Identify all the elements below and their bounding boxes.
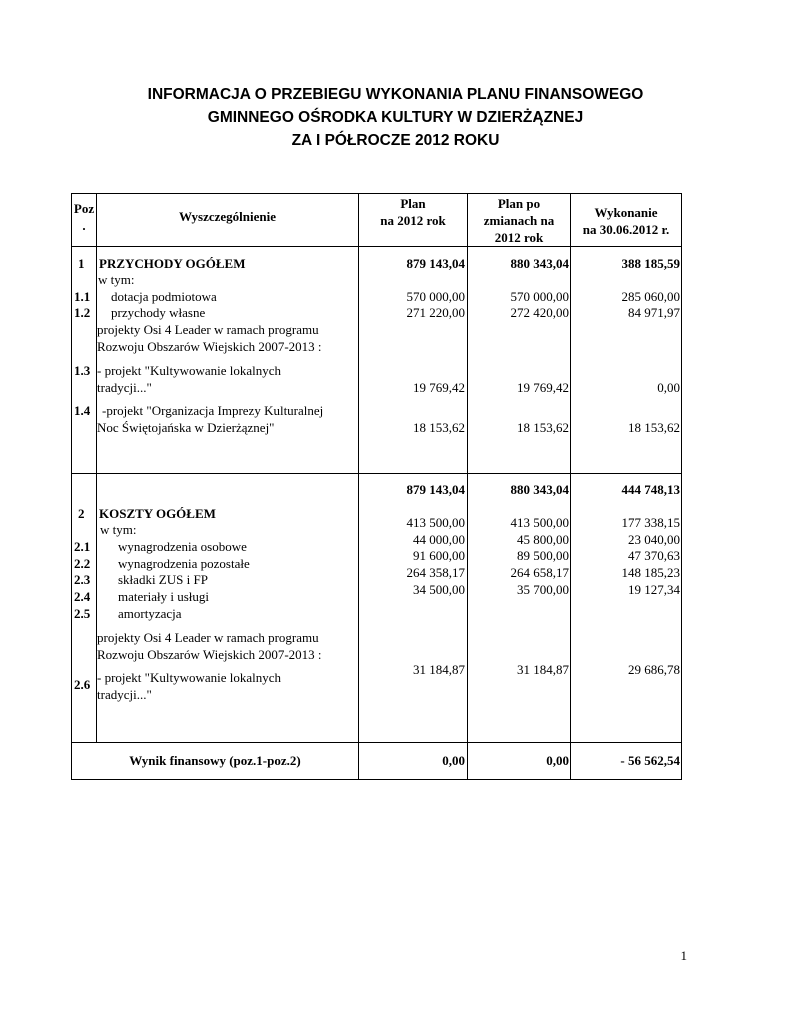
row-wyk: 177 338,15 <box>621 515 680 530</box>
row-wyk: 29 686,78 <box>628 662 680 677</box>
row-num: 2.6 <box>74 677 91 692</box>
row-planpo: 19 769,42 <box>517 380 569 395</box>
table-section-divider <box>71 473 682 474</box>
row-label-line1: - projekt "Kultywowanie lokalnych <box>97 670 282 685</box>
income-projects-line1: projekty Osi 4 Leader w ramach programu <box>97 322 319 337</box>
row-wyk: 23 040,00 <box>628 532 680 547</box>
row-wyk: 84 971,97 <box>628 305 680 320</box>
row-plan: 34 500,00 <box>413 582 465 597</box>
row-label: przychody własne <box>111 305 206 320</box>
row-planpo: 272 420,00 <box>510 305 569 320</box>
row-num: 1.3 <box>74 363 91 378</box>
row-label: materiały i usługi <box>118 589 209 604</box>
row-num: 2.4 <box>74 589 91 604</box>
row-label-line1: - projekt "Kultywowanie lokalnych <box>97 363 282 378</box>
row-planpo: 264 658,17 <box>510 565 569 580</box>
header-planpo-line3: 2012 rok <box>494 230 544 245</box>
row-num: 1.1 <box>74 289 91 304</box>
page-number: 1 <box>680 948 687 963</box>
row-wyk: 18 153,62 <box>628 420 680 435</box>
row-planpo: 89 500,00 <box>517 548 569 563</box>
header-plan-line1: Plan <box>400 196 426 211</box>
costs-planpo: 880 343,04 <box>510 482 569 497</box>
row-label: składki ZUS i FP <box>118 572 208 587</box>
table-border-right <box>681 193 682 780</box>
result-planpo: 0,00 <box>546 753 569 768</box>
header-planpo-line2: zmianach na <box>483 213 555 228</box>
row-plan: 570 000,00 <box>406 289 465 304</box>
row-num: 2.3 <box>74 572 91 587</box>
income-wyk: 388 185,59 <box>621 256 680 271</box>
row-wyk: 47 370,63 <box>628 548 680 563</box>
header-planpo-line1: Plan po <box>497 196 541 211</box>
income-num: 1 <box>78 256 85 271</box>
income-planpo: 880 343,04 <box>510 256 569 271</box>
row-label: amortyzacja <box>118 606 182 621</box>
row-planpo: 570 000,00 <box>510 289 569 304</box>
costs-projects-line1: projekty Osi 4 Leader w ramach programu <box>97 630 319 645</box>
header-plan-line2: na 2012 rok <box>380 213 446 228</box>
row-label-line2: tradycji..." <box>97 687 152 702</box>
row-plan: 413 500,00 <box>406 515 465 530</box>
income-plan: 879 143,04 <box>406 256 465 271</box>
costs-wyk: 444 748,13 <box>621 482 680 497</box>
table-border-left <box>71 193 72 780</box>
row-num: 1.2 <box>74 305 91 320</box>
row-num: 2.5 <box>74 606 91 621</box>
costs-projects-line2: Rozwoju Obszarów Wiejskich 2007-2013 : <box>97 647 322 662</box>
row-wyk: 285 060,00 <box>621 289 680 304</box>
row-plan: 91 600,00 <box>413 548 465 563</box>
table-border-top <box>71 193 682 194</box>
row-num: 2.2 <box>74 556 91 571</box>
row-label-line2: Noc Świętojańska w Dzierżąznej" <box>97 420 275 435</box>
row-num: 1.4 <box>74 403 91 418</box>
row-planpo: 413 500,00 <box>510 515 569 530</box>
row-label: wynagrodzenia osobowe <box>118 539 247 554</box>
costs-plan: 879 143,04 <box>406 482 465 497</box>
row-plan: 264 358,17 <box>406 565 465 580</box>
header-poz-line2: . <box>82 218 86 233</box>
row-plan: 19 769,42 <box>413 380 465 395</box>
table-border-bottom <box>71 779 682 780</box>
row-wyk: 148 185,23 <box>621 565 680 580</box>
document-title-line2: GMINNEGO OŚRODKA KULTURY W DZIERŻĄZNEJ <box>207 109 584 126</box>
row-planpo: 18 153,62 <box>517 420 569 435</box>
row-label: wynagrodzenia pozostałe <box>118 556 250 571</box>
row-wyk: 19 127,34 <box>628 582 680 597</box>
costs-num: 2 <box>78 506 85 521</box>
income-projects-line2: Rozwoju Obszarów Wiejskich 2007-2013 : <box>97 339 322 354</box>
document-title-line1: INFORMACJA O PRZEBIEGU WYKONANIA PLANU FINANSOWEGO <box>147 86 644 103</box>
row-wyk: 0,00 <box>657 380 680 395</box>
table-result-divider <box>71 742 682 743</box>
row-plan: 44 000,00 <box>413 532 465 547</box>
costs-w-tym: w tym: <box>100 522 137 537</box>
row-plan: 18 153,62 <box>413 420 465 435</box>
costs-label: KOSZTY OGÓŁEM <box>99 506 216 521</box>
header-wyk-line2: na 30.06.2012 r. <box>582 222 670 237</box>
row-label: dotacja podmiotowa <box>111 289 217 304</box>
row-planpo: 35 700,00 <box>517 582 569 597</box>
result-label: Wynik finansowy (poz.1-poz.2) <box>129 753 301 768</box>
row-plan: 31 184,87 <box>413 662 465 677</box>
header-wyk-line1: Wykonanie <box>594 205 658 220</box>
row-label-line2: tradycji..." <box>97 380 152 395</box>
header-description: Wyszczególnienie <box>179 209 276 224</box>
row-num: 2.1 <box>74 539 91 554</box>
result-plan: 0,00 <box>442 753 465 768</box>
income-label: PRZYCHODY OGÓŁEM <box>99 256 246 271</box>
table-header-divider <box>71 246 682 247</box>
row-plan: 271 220,00 <box>406 305 465 320</box>
document-title-line3: ZA I PÓŁROCZE 2012 ROKU <box>291 132 500 149</box>
result-wyk: - 56 562,54 <box>620 753 680 768</box>
row-label-line1: -projekt "Organizacja Imprezy Kulturalnej <box>102 403 324 418</box>
row-planpo: 45 800,00 <box>517 532 569 547</box>
row-planpo: 31 184,87 <box>517 662 569 677</box>
header-poz-line1: Poz <box>73 201 95 216</box>
income-w-tym: w tym: <box>98 272 135 287</box>
